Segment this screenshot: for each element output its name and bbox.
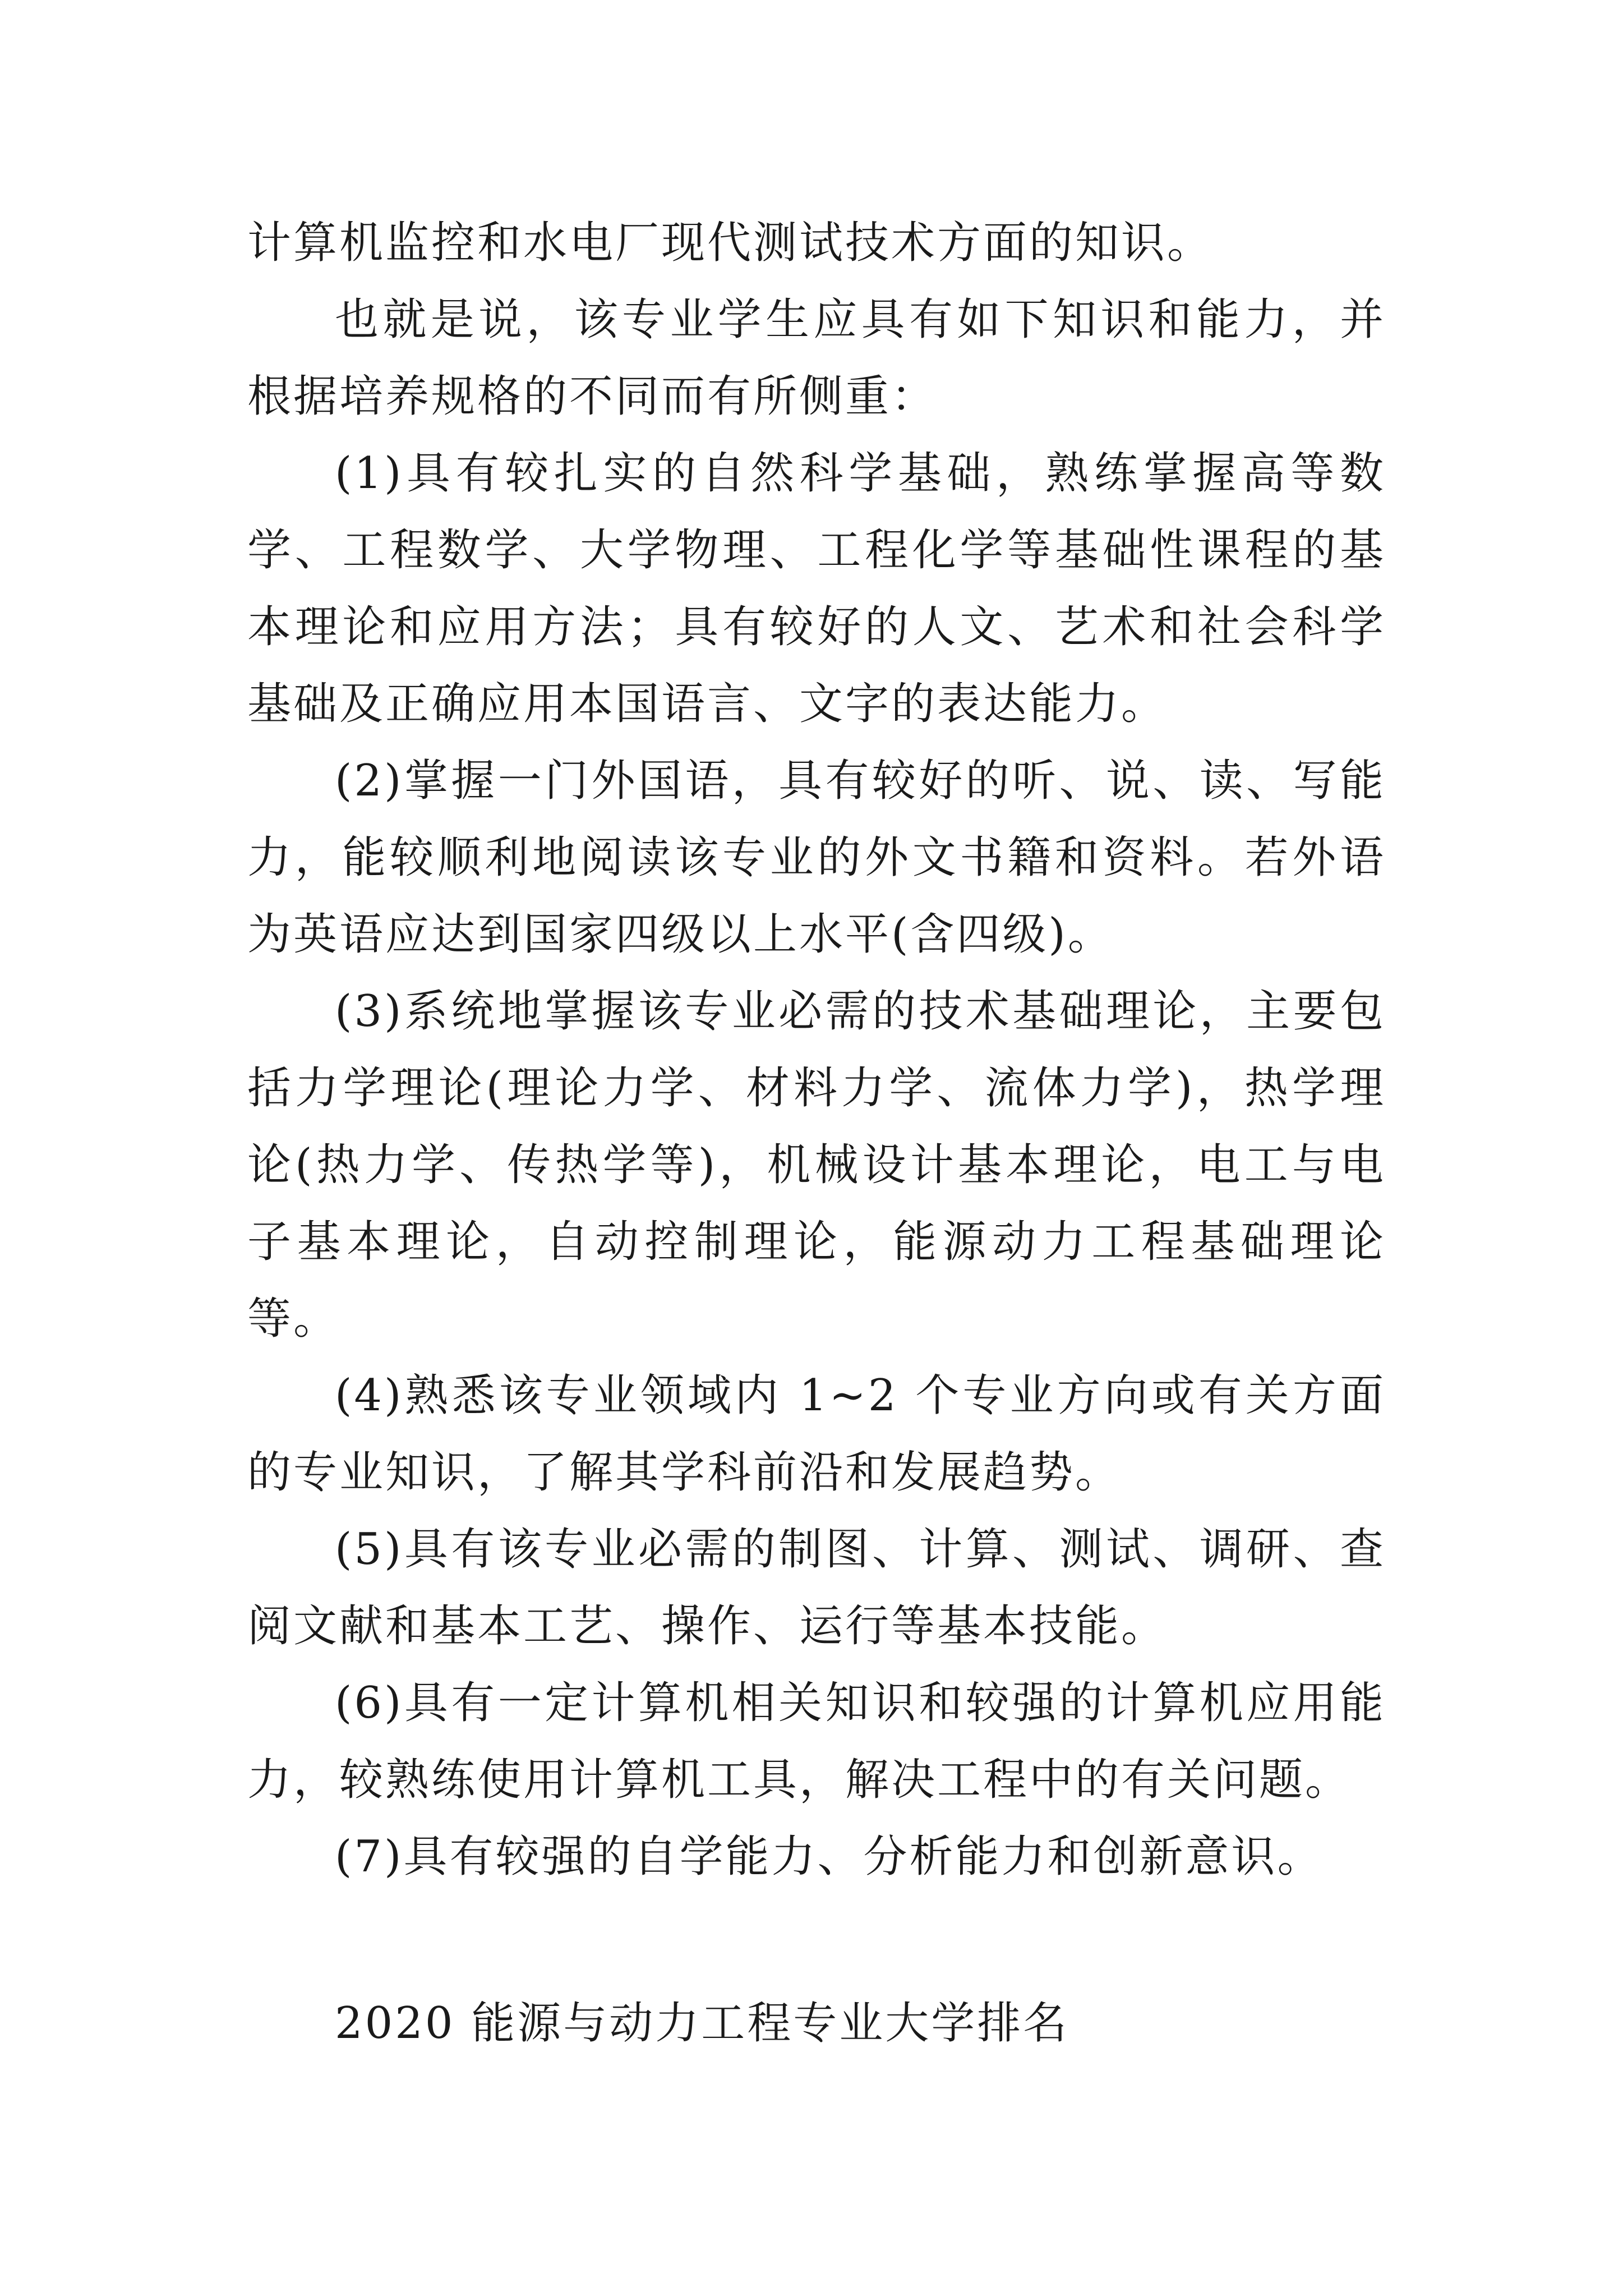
paragraph-item-1: (1)具有较扎实的自然科学基础，熟练掌握高等数学、工程数学、大学物理、工程化学等基础性课程的基本理论和应用方法；具有较好的人文、艺术和社会科学基础及正确应用本国语言、文字的表达能力。: [247, 448, 1386, 729]
section-heading: 2020 能源与动力工程专业大学排名: [335, 1998, 1069, 2049]
paragraph-item-4: (4)熟悉该专业领域内 1~2 个专业方向或有关方面的专业知识，了解其学科前沿和发展趋势。: [247, 1370, 1386, 1498]
paragraph-item-7: (7)具有较强的自学能力、分析能力和创新意识。: [335, 1832, 1324, 1882]
paragraph-continuation: 计算机监控和水电厂现代测试技术方面的知识。: [247, 218, 1214, 268]
paragraph-intro: 也就是说，该专业学生应具有如下知识和能力，并根据培养规格的不同而有所侧重：: [247, 295, 1386, 422]
paragraph-item-6: (6)具有一定计算机相关知识和较强的计算机应用能力，较熟练使用计算机工具，解决工程中的有关问题。: [247, 1678, 1386, 1805]
section-spacer: [247, 1895, 1386, 1985]
paragraph-item-2: (2)掌握一门外国语，具有较好的听、说、读、写能力，能较顺利地阅读该专业的外文书籍和资料。若外语为英语应达到国家四级以上水平(含四级)。: [247, 756, 1386, 960]
paragraph-item-5: (5)具有该专业必需的制图、计算、测试、调研、查阅文献和基本工艺、操作、运行等基本技能。: [247, 1524, 1386, 1651]
document-body: [247, 205, 1386, 2062]
paragraph-item-3: (3)系统地掌握该专业必需的技术基础理论，主要包括力学理论(理论力学、材料力学、流体力学)，热学理论(热力学、传热学等)，机械设计基本理论，电工与电子基本理论，自动控制理论，能源动力工程基础理论等。: [247, 986, 1386, 1344]
